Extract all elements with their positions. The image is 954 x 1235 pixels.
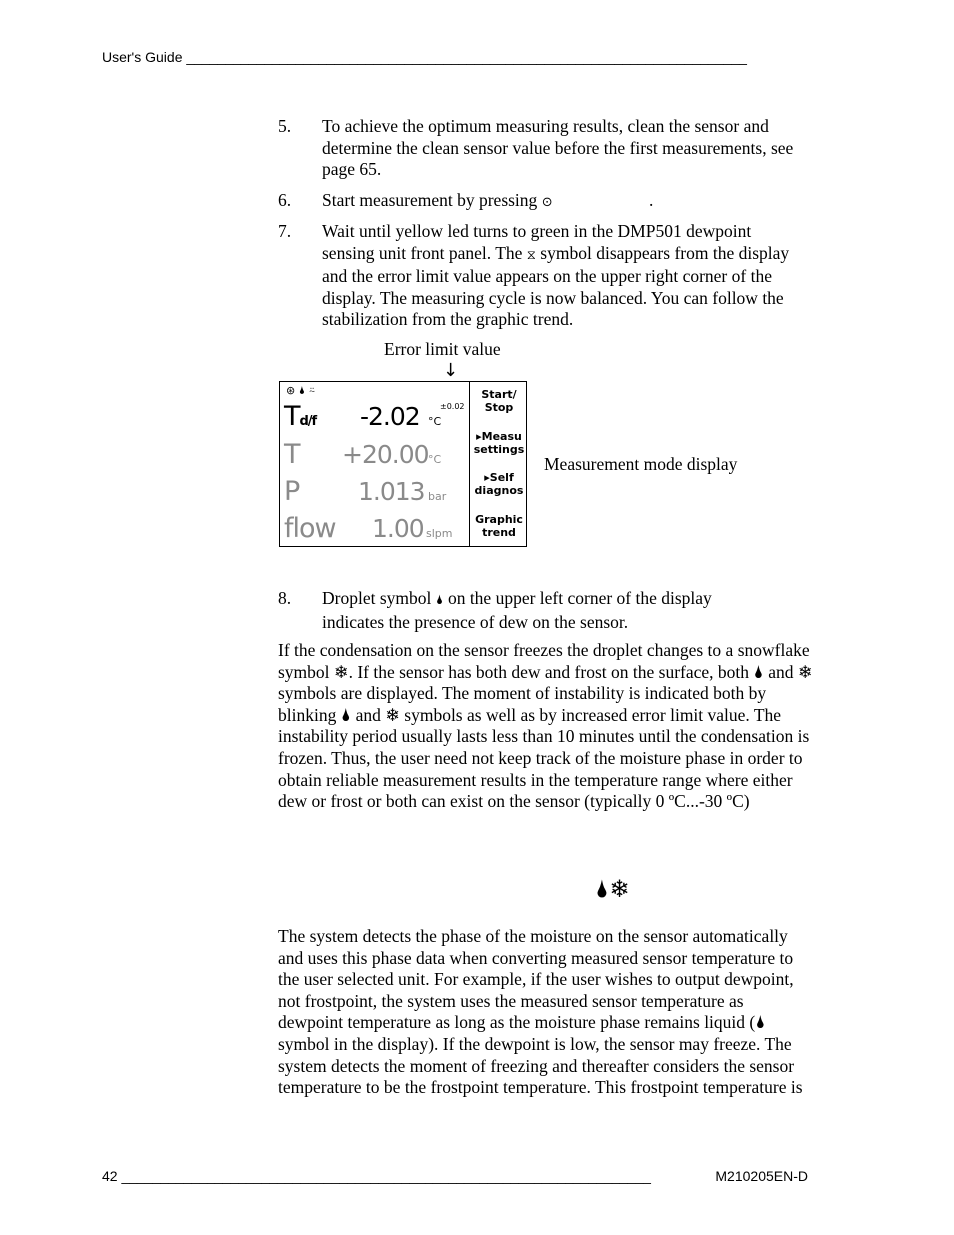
reading-name: P [284,476,300,507]
step-text-before: Wait until yellow led turns to green in the DMP501 dewpoint sensing unit front panel. The [322,221,752,263]
reading-unit: bar [428,490,447,503]
reading-unit: °C [428,415,442,428]
error-limit-value: ±0.02 [440,402,465,411]
arrow-down-icon: ↓ [443,360,459,381]
reading-row-pressure [282,477,468,513]
step-text-after: . [648,190,654,210]
reading-row-flow [282,514,468,546]
step-number: 7. [278,221,292,241]
step-number: 5. [278,116,292,136]
step-text [322,190,812,214]
graphic-trend-button[interactable]: Graphic trend [475,513,523,539]
page-number: 42 ____________________________________________________________________ [102,1168,651,1184]
step-text-before: Droplet symbol [322,588,432,608]
figure-caption: Measurement mode display [544,454,738,474]
reading-value: -2.02 [360,402,420,431]
step-text-before: Start measurement by pressing [322,190,538,210]
self-diagnostics-button[interactable]: ▸Self diagnos [474,471,524,497]
step-text [322,588,752,633]
reading-row-temperature [282,440,468,476]
page-footer [102,1167,808,1185]
step-text-after: on the upper left corner of the display indicates the presence of dew on the sensor. [322,588,712,632]
reading-unit: slpm [426,527,453,540]
step-text: To achieve the optimum measuring results, clean the sensor and determine the clean sensor value before the first measurements, see page 65. [322,116,794,180]
condensation-paragraph: If the condensation on the sensor freezes the droplet changes to a snowflake symbol ❄. If the sensor has both dew and frost on the surface, both 🌢 and ❄ symbols are displayed. The moment of instability is indicated both by blinking 🌢 and ❄ symbols as well as by increased error limit value. The instability period usually lasts less than 10 minutes until the condensation is frozen. Thus, the user need not keep track of the moisture phase in order to obtain reliable measurement results in the temperature range where either dew or frost or both can exist on the sensor (typically 0 ºC...-30 ºC) [278,640,813,812]
droplet-icon: 🌢 [435,593,444,608]
droplet-snowflake-icon: 🌢❄ [595,875,630,903]
reading-unit: °C [428,453,442,466]
hourglass-icon: ⧖ [526,247,536,263]
status-icons: ⊛ 🌢 ⍨ [286,384,316,397]
step-number: 8. [278,588,292,608]
document-id: M210205EN-D [715,1168,808,1184]
page-header: User's Guide ________________________________________________________________________ [102,49,747,65]
reading-value: 1.013 [358,477,425,506]
reading-value: 1.00 [372,514,424,543]
measurement-settings-button[interactable]: ▸Measu settings [473,430,525,456]
step-number: 6. [278,190,292,210]
start-button-icon: ⊙ [541,195,553,210]
reading-name: T [284,439,300,470]
measurement-display [279,381,527,547]
reading-row-dewpoint [282,402,468,438]
phase-detection-paragraph: The system detects the phase of the moisture on the sensor automatically and uses this phase data when converting measured sensor temperature to the user selected unit. For example, if the user wishes to output dewpoint, not frostpoint, the system uses the measured sensor temperature as dewpoint temperature as long as the moisture phase remains liquid (🌢 symbol in the display). If the dewpoint is low, the sensor may freeze. The system detects the moment of freezing and thereafter considers the sensor temperature to be the frostpoint temperature. This frostpoint temperature is [278,926,803,1098]
reading-name: Td/f [284,401,317,432]
reading-name: flow [284,513,336,544]
step-text [322,221,794,331]
error-limit-label: Error limit value [384,339,501,359]
reading-value: +20.00 [342,440,429,469]
step-text-after: symbol disappears from the display and the error limit value appears on the upper right corner of the display. The measuring cycle is now balanced. You can follow the stabilization from the graphic trend. [322,242,790,330]
display-readings [280,382,470,546]
start-stop-button[interactable]: Start/ Stop [481,388,517,414]
